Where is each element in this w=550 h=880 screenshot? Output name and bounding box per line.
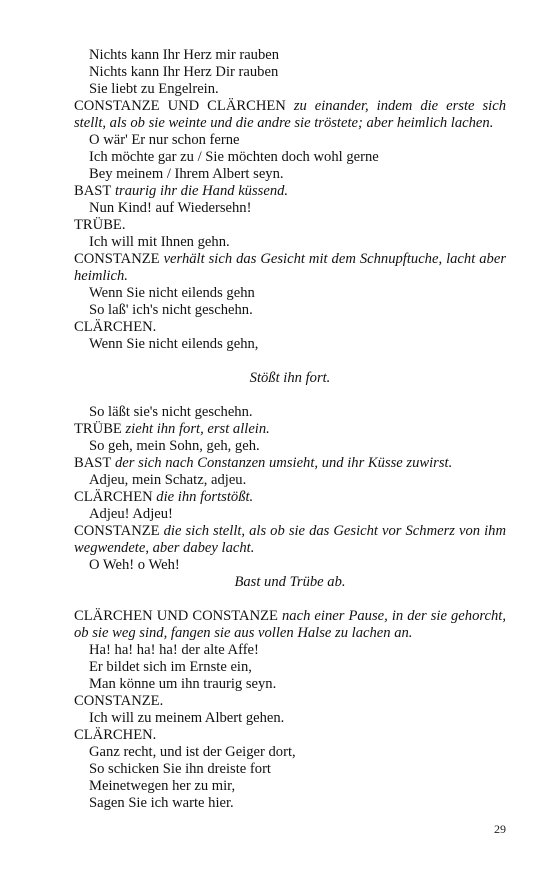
stage-direction [74,251,506,285]
speaker-name: CONSTANZE. [74,693,164,709]
centered-stage-direction: Bast und Trübe ab. [234,574,346,590]
verse-line: So laß' ich's nicht geschehn. [89,302,253,318]
verse-line: Adjeu! Adjeu! [89,506,173,522]
speaker-name: CONSTANZE UND CLÄRCHEN [74,98,286,114]
stage-direction [74,98,506,132]
speaker-heading [74,319,506,336]
stage-direction [74,489,506,506]
verse-line: Ich will zu meinem Albert gehen. [89,710,285,726]
direction-text: die ihn fortstößt. [152,489,254,505]
verse-line: Nun Kind! auf Wiedersehn! [89,200,252,216]
direction-text: zieht ihn fort, erst allein. [121,421,270,437]
speaker-name: TRÜBE [74,421,122,437]
verse-line: Ganz recht, und ist der Geiger dort, [89,744,296,760]
verse-line: Nichts kann Ihr Herz Dir rauben [89,64,279,80]
verse-line: Er bildet sich im Ernste ein, [89,659,252,675]
direction-text: verhält sich das Gesicht mit dem Schnupftuche, lacht aber heimlich. [74,251,506,284]
verse-line: Ich möchte gar zu / Sie möchten doch wohl gerne [89,149,379,165]
speaker-name: BAST [74,455,112,471]
speaker-name: CONSTANZE [74,523,160,539]
speaker-name: TRÜBE. [74,217,126,233]
speaker-name: CLÄRCHEN. [74,727,157,743]
stage-direction [74,608,506,642]
page-text [74,47,506,812]
verse-line: Sie liebt zu Engelrein. [89,81,219,97]
verse-line: O Weh! o Weh! [89,557,180,573]
stage-direction [74,421,506,438]
direction-text: nach einer Pause, in der sie gehorcht, ob sie weg sind, fangen sie aus vollen Halse zu lachen an. [74,608,506,641]
verse-line: Ich will mit Ihnen gehn. [89,234,230,250]
verse-line: Sagen Sie ich warte hier. [89,795,234,811]
direction-text: der sich nach Constanzen umsieht, und ihr Küsse zuwirst. [111,455,453,471]
direction-text: traurig ihr die Hand küssend. [111,183,289,199]
verse-line: So schicken Sie ihn dreiste fort [89,761,271,777]
verse-line: Wenn Sie nicht eilends gehn [89,285,255,301]
stage-direction [74,455,506,472]
verse-line: Bey meinem / Ihrem Albert seyn. [89,166,284,182]
direction-text: die sich stellt, als ob sie das Gesicht vor Schmerz von ihm wegwendete, aber dabey lacht. [74,523,506,556]
centered-stage-direction: Stößt ihn fort. [249,370,331,386]
speaker-name: CLÄRCHEN. [74,319,157,335]
direction-text: zu einander, indem die erste sich stellt, als ob sie weinte und die andre sie tröstete; aber heimlich lachen. [74,98,506,131]
verse-line: Ha! ha! ha! ha! der alte Affe! [89,642,259,658]
speaker-name: CLÄRCHEN UND CONSTANZE [74,608,278,624]
verse-line: Nichts kann Ihr Herz mir rauben [89,47,280,63]
speaker-name: CLÄRCHEN [74,489,153,505]
speaker-heading [74,693,506,710]
speaker-name: BAST [74,183,112,199]
stage-direction [74,183,506,200]
speaker-heading [74,217,506,234]
verse-line: Man könne um ihn traurig seyn. [89,676,277,692]
speaker-name: CONSTANZE [74,251,160,267]
stage-direction [74,523,506,557]
verse-line: So läßt sie's nicht geschehn. [89,404,253,420]
verse-line: O wär' Er nur schon ferne [89,132,240,148]
page-number: 29 [494,822,506,836]
verse-line: So geh, mein Sohn, geh, geh. [89,438,260,454]
speaker-heading [74,727,506,744]
verse-line: Meinetwegen her zu mir, [89,778,236,794]
verse-line: Wenn Sie nicht eilends gehn, [89,336,259,352]
verse-line: Adjeu, mein Schatz, adjeu. [89,472,247,488]
